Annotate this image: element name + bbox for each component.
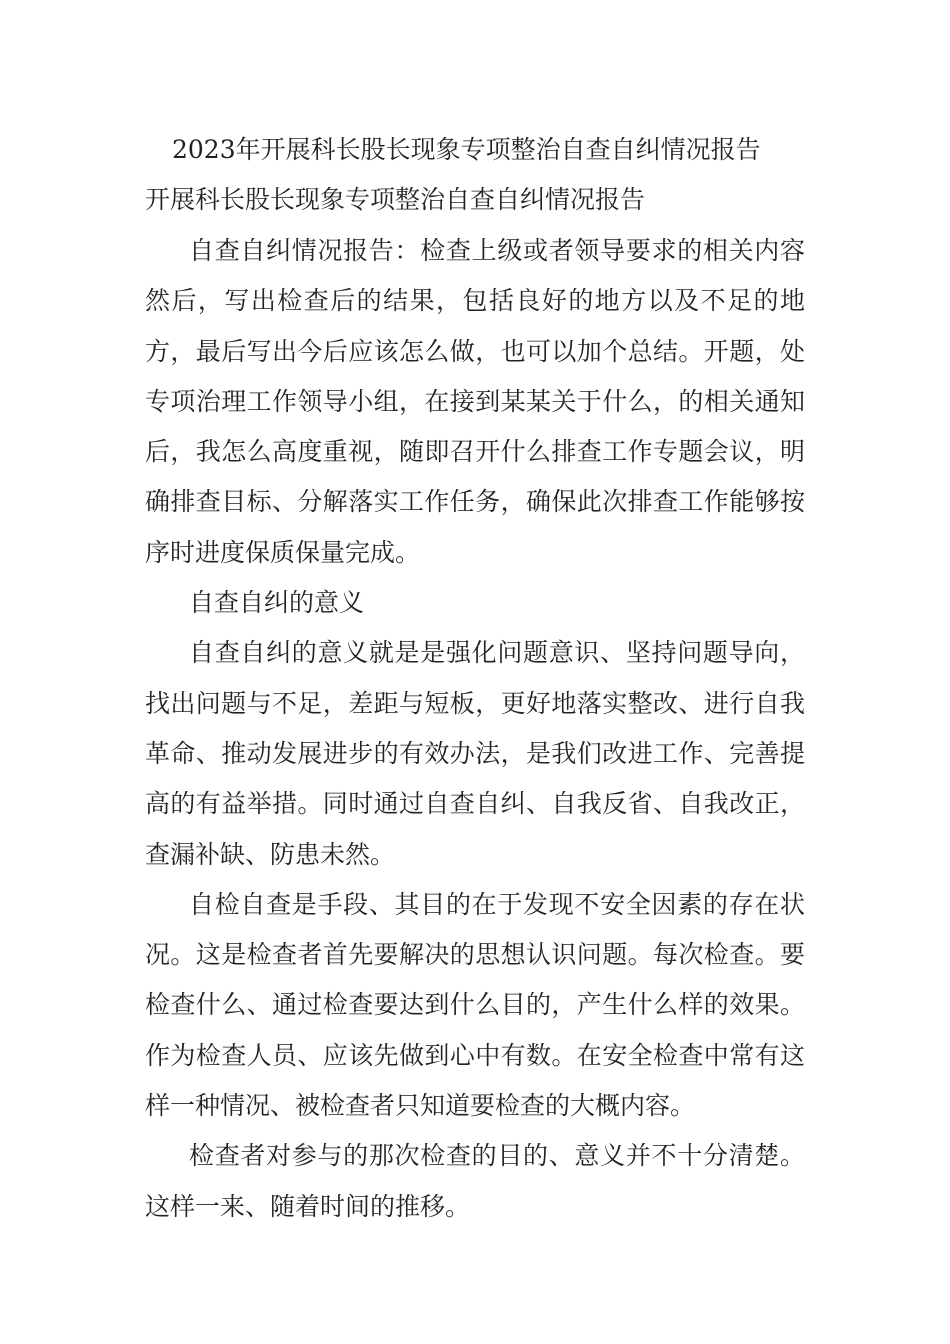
paragraph-inspector: 检查者对参与的那次检查的目的、意义并不十分清楚。这样一来、随着时间的推移。	[145, 1141, 805, 1221]
paragraph-report-intro: 自查自纠情况报告：检查上级或者领导要求的相关内容然后，写出检查后的结果，包括良好的地方以及不足的地方，最后写出今后应该怎么做，也可以加个总结。开题，处专项治理工作领导小组，在接到某某关于什么，的相关通知后，我怎么高度重视，随即召开什么排查工作专题会议，明确排查目标、分解落实工作任务，确保此次排查工作能够按序时进度保质保量完成。	[145, 236, 805, 567]
document-body	[145, 226, 805, 1232]
paragraph-meaning: 自查自纠的意义就是是强化问题意识、坚持问题导向，找出问题与不足，差距与短板，更好地落实整改、进行自我革命、推动发展进步的有效办法，是我们改进工作、完善提高的有益举措。同时通过自查自纠、自我反省、自我改正，查漏补缺、防患未然。	[145, 638, 805, 869]
section-heading-meaning: 自查自纠的意义	[189, 588, 365, 618]
paragraph-self-inspection: 自检自查是手段、其目的在于发现不安全因素的存在状况。这是检查者首先要解决的思想认识问题。每次检查。要检查什么、通过检查要达到什么目的，产生什么样的效果。作为检查人员、应该先做到心中有数。在安全检查中常有这样一种情况、被检查者只知道要检查的大概内容。	[145, 889, 805, 1121]
document-subtitle: 开展科长股长现象专项整治自查自纠情况报告	[145, 185, 646, 214]
document-title: 2023年开展科长股长现象专项整治自查自纠情况报告	[172, 135, 761, 164]
